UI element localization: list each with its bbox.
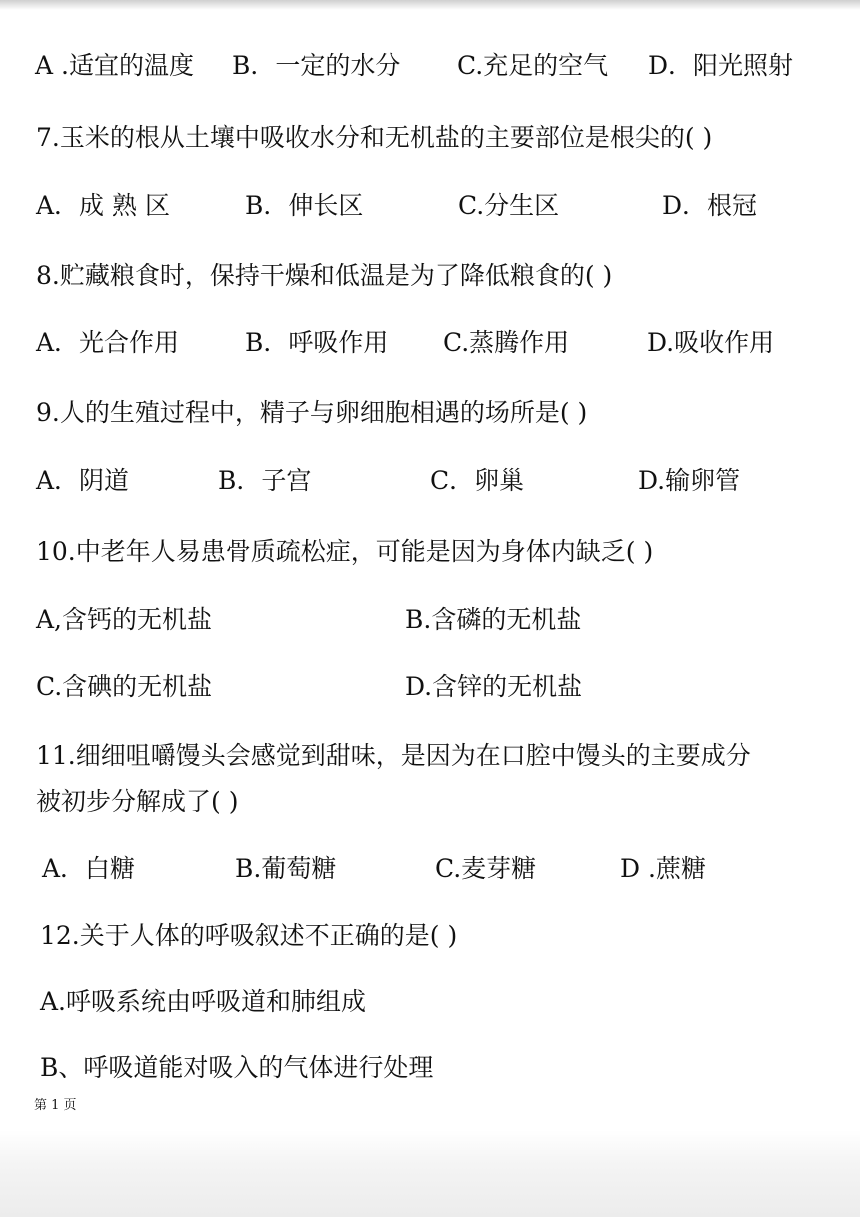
- q8-option-a: A．光合作用: [36, 328, 180, 357]
- q9-option-c: C．卵巢: [430, 466, 525, 495]
- q8-stem: 8.贮藏粮食时，保持干燥和低温是为了降低粮食的( ): [36, 261, 613, 290]
- q7-option-d: D．根冠: [662, 191, 758, 220]
- q9-stem: 9.人的生殖过程中，精子与卵细胞相遇的场所是( ): [36, 398, 588, 427]
- q9-option-d: D.输卵管: [638, 466, 741, 495]
- q11-option-a: A．白糖: [42, 854, 136, 883]
- q10-option-a: A,含钙的无机盐: [36, 605, 213, 634]
- q8-option-d: D.吸收作用: [647, 328, 775, 357]
- scan-edge-bottom: [0, 1130, 860, 1217]
- q10-option-d: D.含锌的无机盐: [405, 672, 583, 701]
- q8-option-c: C.蒸腾作用: [443, 328, 570, 357]
- q11-option-c: C.麦芽糖: [435, 854, 537, 883]
- q9-option-a: A．阴道: [36, 466, 130, 495]
- q7-stem: 7.玉米的根从土壤中吸收水分和无机盐的主要部位是根尖的( ): [36, 123, 713, 152]
- q12-stem: 12.关于人体的呼吸叙述不正确的是( ): [40, 921, 458, 950]
- page-number: 第 1 页: [34, 1098, 77, 1113]
- q6-option-d: D．阳光照射: [648, 51, 794, 80]
- q11-option-d: D .蔗糖: [620, 854, 706, 883]
- q9-option-b: B．子宫: [218, 466, 312, 495]
- q11-stem-line-2: 被初步分解成了( ): [36, 787, 239, 816]
- q11-stem-line-1: 11.细细咀嚼馒头会感觉到甜味，是因为在口腔中馒头的主要成分: [36, 741, 751, 770]
- q6-option-c: C.充足的空气: [457, 51, 609, 80]
- q11-option-b: B.葡萄糖: [235, 854, 337, 883]
- q7-option-c: C.分生区: [458, 191, 560, 220]
- q7-option-b: B．伸长区: [245, 191, 364, 220]
- q8-option-b: B．呼吸作用: [245, 328, 389, 357]
- q10-option-b: B.含磷的无机盐: [405, 605, 582, 634]
- q12-option-a: A.呼吸系统由呼吸道和肺组成: [40, 987, 367, 1016]
- q10-stem: 10.中老年人易患骨质疏松症，可能是因为身体内缺乏( ): [36, 537, 654, 566]
- q6-option-b: B．一定的水分: [232, 51, 401, 80]
- q10-option-c: C.含碘的无机盐: [36, 672, 213, 701]
- q6-option-a: A .适宜的温度: [35, 51, 194, 80]
- scan-edge-top: [0, 0, 860, 10]
- q12-option-b: B、呼吸道能对吸入的气体进行处理: [40, 1053, 434, 1082]
- q7-option-a: A．成 熟 区: [36, 191, 170, 220]
